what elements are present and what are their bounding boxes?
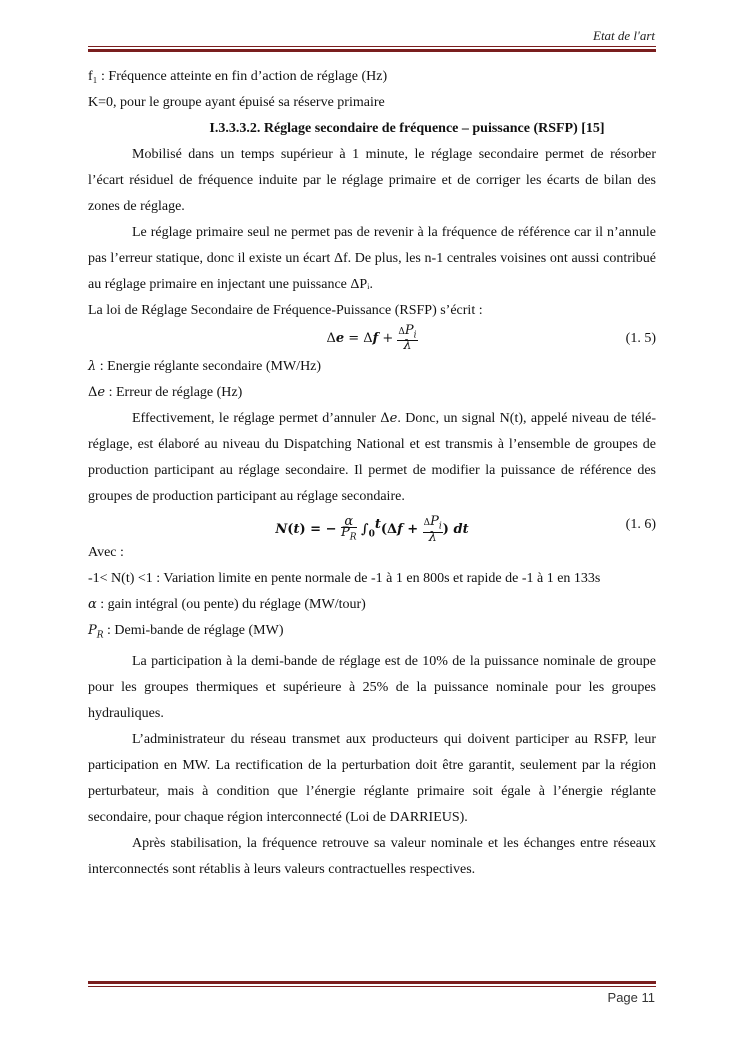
equation-1-5-number: (1. 5)	[625, 331, 656, 346]
pr-definition: $P_R$ : Demi-bande de réglage (MW)	[88, 623, 284, 641]
f1-definition: f₁ : Fréquence atteinte en fin d’action de réglage (Hz)	[88, 69, 388, 84]
delta-e-definition: Δe : Erreur de réglage (Hz)	[88, 385, 243, 400]
avec-label: Avec :	[88, 545, 124, 560]
lambda-definition: λ : Energie réglante secondaire (MW/Hz)	[88, 359, 322, 374]
paragraph-4: La participation à la demi-bande de réglage est de 10% de la puissance nominale de groupe pour les groupes thermiques et supérieure à 25% de la puissance nominale pour les groupes hydrauliques.	[88, 653, 656, 721]
k0-definition: K=0, pour le groupe ayant épuisé sa réserve primaire	[88, 95, 385, 110]
paragraph-2: Le réglage primaire seul ne permet pas de revenir à la fréquence de référence car il n’annule pas l’erreur statique, donc il existe un écart Δf. De plus, les n-1 centrales voisines ont aussi contribué au réglage primaire en injectant une puissance ΔPᵢ.	[88, 225, 656, 292]
page-number: Page 11	[607, 990, 655, 1005]
page-body	[88, 64, 656, 883]
equation-1-6	[88, 510, 656, 545]
law-intro: La loi de Réglage Secondaire de Fréquence-Puissance (RSFP) s’écrit :	[88, 303, 483, 318]
footer-rule-thin	[88, 986, 656, 987]
header-rule-thick	[88, 49, 656, 52]
paragraph-1: Mobilisé dans un temps supérieur à 1 minute, le réglage secondaire permet de résorber l’écart résiduel de fréquence induite par le réglage primaire et de corriger les écarts de bilan des zones de réglage.	[88, 147, 656, 214]
nt-limit-definition: -1< N(t) <1 : Variation limite en pente normale de -1 à 1 en 800s et rapide de -1 à 1 en 133s	[88, 571, 601, 586]
running-header: Etat de l'art	[593, 28, 655, 43]
alpha-definition: α : gain intégral (ou pente) du réglage (MW/tour)	[88, 597, 366, 612]
section-heading: I.3.3.3.2. Réglage secondaire de fréquence – puissance (RSFP) [15]	[209, 121, 605, 136]
paragraph-6: Après stabilisation, la fréquence retrouve sa valeur nominale et les échanges entre réseaux interconnectés sont rétablis à leurs valeurs contractuelles respectives.	[88, 835, 656, 877]
equation-1-5	[88, 324, 656, 354]
paragraph-5: L’administrateur du réseau transmet aux producteurs qui doivent participer au RSFP, leur participation en MW. La rectification de la perturbation doit être garantit, seulement par la région perturbateur, mais à condition que l’énergie réglante primaire soit égale à l’énergie réglante secondaire, pour chaque région interconnecté (Loi de DARRIEUS).	[88, 731, 656, 825]
pr-symbol: $P_R$	[88, 623, 104, 641]
equation-1-6-number: (1. 6)	[625, 517, 656, 532]
equation-1-5-formula: Δe = Δf + $\frac{\Delta P_i}{\lambda}$	[326, 322, 417, 354]
header-rule-thin	[88, 46, 656, 47]
lambda-symbol: λ	[88, 359, 97, 374]
paragraph-3: Effectivement, le réglage permet d’annuler Δe. Donc, un signal N(t), appelé niveau de télé-réglage, est élaboré au niveau du Dispatching National et est transmis à l’ensemble de groupes de production participant au réglage secondaire. Il permet de modifier la puissance de référence des groupes de production participant au réglage secondaire.	[88, 411, 656, 504]
equation-1-6-formula: N(t) = − $\frac{\alpha}{P_R}$ $\int_0^t(\Delta f$ + $\frac{\Delta P_i}{\lambda}$ ) dt	[275, 514, 469, 545]
footer-rule-thick	[88, 981, 656, 984]
delta-e-symbol: Δe	[88, 385, 106, 400]
alpha-symbol: α	[88, 597, 97, 612]
